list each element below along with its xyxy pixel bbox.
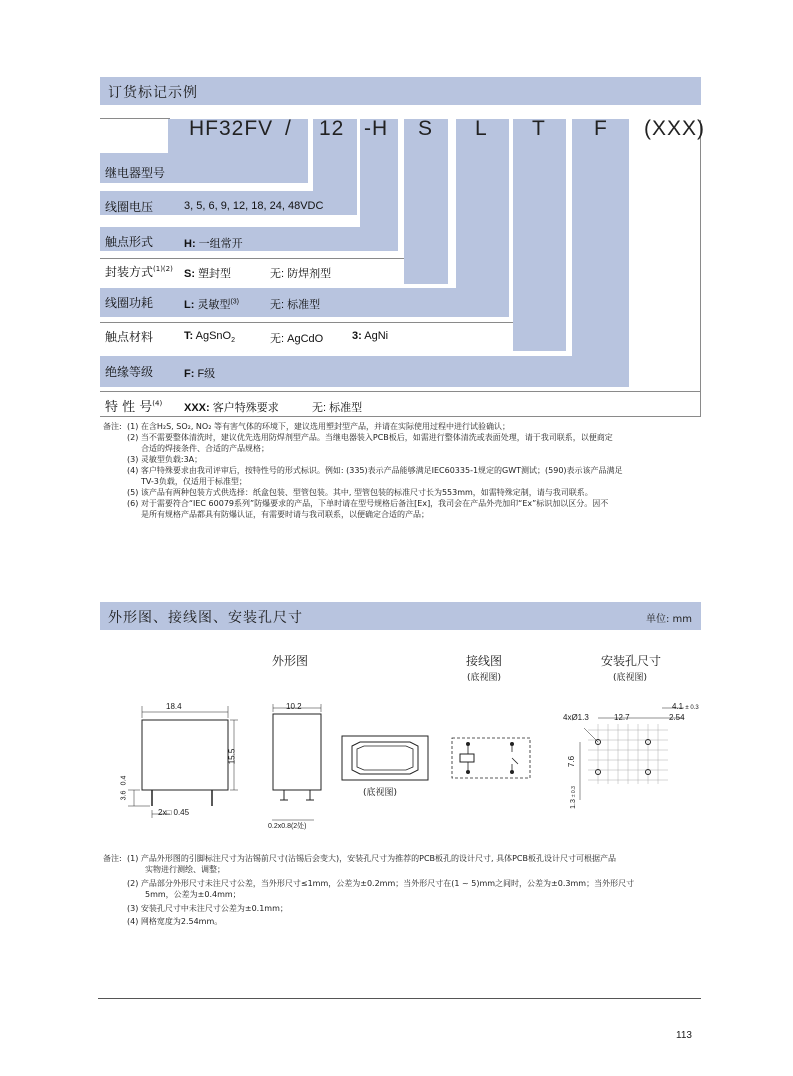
- code-slash: /: [285, 117, 292, 140]
- notes-prefix: 备注:: [103, 854, 122, 863]
- hole-dim-12-7: 12.7: [614, 713, 630, 722]
- code-model: HF32FV: [189, 117, 274, 140]
- dim-18-4: 18.4: [166, 702, 182, 711]
- dim-3-6: 3.6: [120, 790, 128, 801]
- note-line: (3) 安装孔尺寸中未注尺寸公差为±0.1mm；: [127, 904, 288, 913]
- order-section-header: [100, 77, 701, 105]
- row-value-special-none: 无: 标准型: [312, 402, 363, 414]
- code-coil: L: [475, 117, 488, 140]
- unit-label: 单位: mm: [645, 614, 692, 625]
- hole-dim-diameter: 4xØ1.3: [563, 713, 589, 722]
- top-line: [100, 118, 170, 119]
- row-value-contact: H: 一组常开: [184, 238, 243, 250]
- hole-dim-2-54: 2.54: [669, 713, 685, 722]
- row-label-model: 继电器型号: [105, 166, 166, 180]
- note-line: TV-3负载，仅适用于标准型；: [141, 477, 247, 486]
- fig-title-outline: 外形图: [271, 654, 308, 668]
- row-label-special: 特 性 号$^{(4)}$: [105, 399, 163, 415]
- row-value-coil-l: L: 灵敏型$^{(3)}$: [184, 298, 240, 311]
- fig-sub-wiring: (底视图): [466, 673, 502, 683]
- right-line: [700, 120, 701, 416]
- wiring-diagram: [450, 734, 532, 782]
- band-f-row: [100, 356, 629, 387]
- page-number: 113: [676, 1030, 692, 1041]
- note-line: (3) 灵敏型负载:3A；: [127, 455, 203, 464]
- row-value-package-s: S: 塑封型: [184, 268, 232, 280]
- dim-15-5: 15.5: [227, 748, 237, 765]
- row-value-material-t: T: AgSnO$_2$: [184, 330, 235, 345]
- fig-sub-outline: (底视图): [362, 788, 398, 798]
- row-label-material: 触点材料: [105, 330, 154, 344]
- row-label-insulation: 绝缘等级: [105, 365, 154, 379]
- row-value-insulation: F: F级: [184, 368, 216, 380]
- hole-dim-1-3: 1.3 ± 0.3: [569, 786, 577, 809]
- row-line-2: [100, 322, 513, 323]
- dimension-section-title: 外形图、接线图、安装孔尺寸: [108, 610, 303, 626]
- notes-prefix: 备注:: [103, 422, 122, 431]
- note-line: 合适的焊接条件、合适的产品规格；: [141, 444, 269, 453]
- row-label-package: 封装方式$^{(1)(2)}$: [105, 265, 173, 279]
- dimension-section-header: [100, 602, 701, 630]
- row-value-coil-none: 无: 标准型: [270, 299, 321, 311]
- row-value-material-none: 无: AgCdO: [270, 333, 324, 345]
- footer-line: [98, 998, 701, 999]
- row-line-4: [100, 416, 701, 417]
- fig-title-holes: 安装孔尺寸: [600, 654, 661, 668]
- row-value-package-none: 无: 防焊剂型: [270, 268, 332, 280]
- note-line: (1) 产品外形图的引脚标注尺寸为沾锡前尺寸(沾锡后会变大)，安装孔尺寸为推荐的PCB板孔的设计尺寸, 具体PCB板孔设计尺寸可根据产品: [127, 854, 616, 863]
- code-voltage: 12: [319, 117, 345, 140]
- note-line: (1) 在含H₂S, SO₂, NO₂ 等有害气体的环境下，建议选用塑封型产品，并请在实际使用过程中进行试验确认；: [127, 422, 510, 431]
- fig-sub-holes: (底视图): [612, 673, 648, 683]
- code-material: T: [532, 117, 546, 140]
- dim-pin-square: 2x□ 0.45: [158, 808, 190, 817]
- fig-title-wiring: 接线图: [465, 654, 502, 668]
- band-f: [572, 119, 629, 387]
- code-contact: -H: [364, 117, 389, 140]
- code-special: (XXX): [644, 117, 706, 140]
- note-line: (4) 网格宽度为2.54mm。: [127, 917, 223, 926]
- outline-side-view: [268, 700, 328, 830]
- dim-0-4: 0.4: [120, 775, 128, 786]
- row-line-3: [100, 391, 701, 392]
- note-line: (2) 产品部分外形尺寸未注尺寸公差，当外形尺寸≤1mm，公差为±0.2mm；当外形尺寸在(1 ~ 5)mm之间时，公差为±0.3mm；当外形尺寸: [127, 879, 635, 888]
- band-t: [513, 119, 566, 351]
- note-line: (5) 该产品有两种包装方式供选择：纸盒包装、型管包装。其中, 型管包装的标准尺寸长为553mm，如需特殊定制，请与我司联系。: [127, 488, 593, 497]
- row-value-material-3: 3: AgNi: [352, 330, 389, 342]
- hole-dim-7-6: 7.6: [567, 755, 577, 768]
- row-value-voltage: 3, 5, 6, 9, 12, 18, 24, 48VDC: [184, 200, 324, 212]
- note-line: (6) 对于需要符合“IEC 60079系列”防爆要求的产品，下单时请在型号规格后备注[Ex]，我司会在产品外壳加印“Ex”标识加以区分。因不: [127, 499, 609, 508]
- note-line: 5mm，公差为±0.4mm；: [145, 890, 241, 899]
- note-line: (2) 当不需要整体清洗时，建议优先选用防焊剂型产品。当继电器装入PCB板后，如需进行整体清洗或表面处理，请于我司联系，以便商定: [127, 433, 613, 442]
- note-line: 是所有规格产品都具有防爆认证，有需要时请与我司联系，以便确定合适的产品；: [141, 510, 429, 519]
- row-value-special-xxx: XXX: 客户特殊要求: [184, 402, 279, 414]
- note-line: (4) 客户特殊要求由我司评审后，按特性号的形式标识。例如: (335)表示产品能够满足IEC60335-1规定的GWT测试；(590)表示该产品满足: [127, 466, 623, 475]
- hole-dim-4-1: 4.1 ± 0.3: [672, 702, 699, 711]
- row-label-voltage: 线圈电压: [105, 200, 154, 214]
- code-package: S: [418, 117, 434, 140]
- note-line: 实物进行测绘、调整；: [145, 865, 225, 874]
- outline-bottom-view: [340, 734, 430, 784]
- order-notes: [103, 421, 703, 531]
- dim-10-2: 10.2: [286, 702, 302, 711]
- dimension-notes: [103, 853, 708, 933]
- row-label-contact: 触点形式: [105, 235, 154, 249]
- code-insulation: F: [594, 117, 608, 140]
- order-section-title: 订货标记示例: [108, 85, 198, 101]
- row-line-1: [100, 258, 404, 259]
- dim-pin-rect: 0.2x0.8(2处): [268, 823, 307, 830]
- row-label-coil: 线圈功耗: [105, 296, 154, 310]
